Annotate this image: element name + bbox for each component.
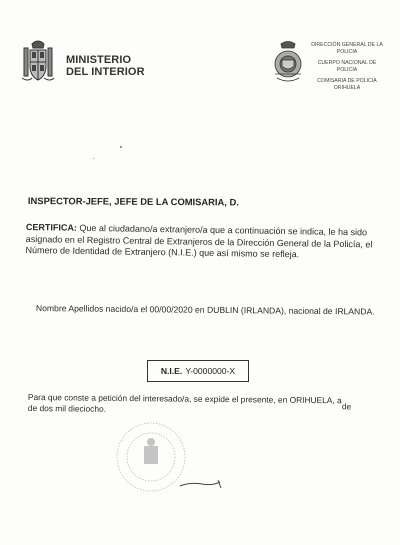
certification-paragraph bbox=[25, 222, 375, 262]
coat-of-arms-icon bbox=[18, 38, 58, 86]
ministry-name bbox=[66, 54, 145, 78]
nie-box bbox=[147, 360, 249, 382]
closing-line-1: Para que conste a petición del interesado/a, se expide el presente, en ORIHUELA, a bbox=[27, 392, 342, 406]
ministry-line-1: MINISTERIO bbox=[66, 54, 132, 66]
certification-text: Que al ciudadano/a extranjero/a que a continuación se indica, le ha sido asignado en el Registro Central de Extranjeros de la Dirección General de la Policía, el Número de Identidad de Extranjero (N.I.E.) que así mismo se refleja. bbox=[25, 222, 373, 260]
closing-de: de bbox=[341, 401, 352, 412]
closing-paragraph bbox=[28, 392, 368, 417]
police-line-3: CUERPO NACIONAL DE bbox=[317, 60, 377, 66]
police-line-2: POLICIA bbox=[336, 49, 358, 55]
police-line-1: DIRECCIÓN GENERAL DE LA bbox=[311, 42, 383, 48]
police-line-6: ORIHUELA bbox=[333, 85, 361, 91]
closing-line-2: de dos mil dieciocho. bbox=[27, 402, 107, 414]
ministry-line-2: DEL INTERIOR bbox=[66, 66, 145, 78]
police-line-5: COMISARIA DE POLICIA bbox=[317, 78, 377, 84]
police-line-4: POLICIA bbox=[336, 67, 358, 73]
nie-number: Y-0000000-X bbox=[185, 366, 236, 376]
police-emblem-icon bbox=[271, 40, 305, 84]
scan-speck bbox=[93, 158, 94, 159]
scan-speck bbox=[120, 146, 122, 148]
document-heading: INSPECTOR-JEFE, JEFE DE LA COMISARIA, D. bbox=[27, 195, 239, 208]
certifica-label: CERTIFICA: bbox=[25, 222, 77, 233]
signature-icon bbox=[178, 470, 224, 496]
person-details: Nombre Apellidos nacido/a el 00/00/2020 en DUBLIN (IRLANDA), nacional de IRLANDA. bbox=[35, 303, 375, 317]
nie-label: N.I.E. bbox=[160, 366, 183, 376]
police-department-info bbox=[306, 42, 388, 92]
